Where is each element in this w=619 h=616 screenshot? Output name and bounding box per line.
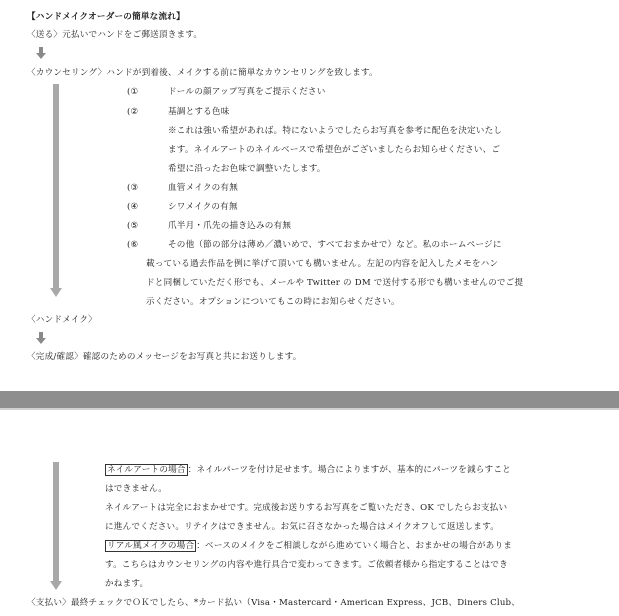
nail-art-line: はできません。: [105, 484, 168, 494]
real-make-line: ：ベースのメイクをご相談しながら進めていく場合と、おまかせの場合がありま: [196, 541, 513, 551]
step-counseling: 〈カウンセリング〉ハンドが到着後、メイクする前に簡単なカウンセリングを致します。: [27, 68, 378, 78]
down-arrow-icon: [36, 47, 46, 59]
real-make-line: かねます。: [105, 579, 149, 589]
long-down-arrow-icon: [50, 84, 62, 297]
down-arrow-icon: [36, 332, 46, 344]
page-divider: [0, 391, 619, 408]
nail-art-line: に進んでください。リテイクはできません。お気に召さなかった場合はメイクオフして返送します。: [105, 522, 500, 532]
nail-art-line: ネイルアートは完全におまかせです。完成後お送りするお写真をご覧いただき、OK でしたらお支払い: [105, 503, 508, 513]
step-payment: 〈支払い〉最終チェックでＯＫでしたら、*カード払い（Visa・Mastercard・American Express、JCB、Diners Club、: [27, 598, 521, 608]
long-down-arrow-icon: [50, 462, 62, 590]
step-handmake: 〈ハンドメイク〉: [27, 315, 97, 325]
real-make-line: す。こちらはカウンセリングの内容や進行具合で変わってきます。ご依頼者様から指定することはでき: [105, 560, 508, 570]
nail-art-label: ネイルアートの場合: [107, 465, 186, 475]
page-divider-edge: [0, 408, 619, 410]
step-confirm: 〈完成/確認〉確認のためのメッセージをお写真と共にお送りします。: [27, 352, 302, 362]
nail-art-line: ：ネイルパーツを付け足せます。場合によりますが、基本的にパーツを減らすこと: [187, 465, 511, 475]
step-send: 〈送る〉元払いでハンドをご郵送頂きます。: [27, 30, 203, 40]
real-make-label: リアル風メイクの場合: [107, 541, 195, 551]
flow-heading: 【ハンドメイクオーダーの簡単な流れ】: [27, 12, 185, 22]
